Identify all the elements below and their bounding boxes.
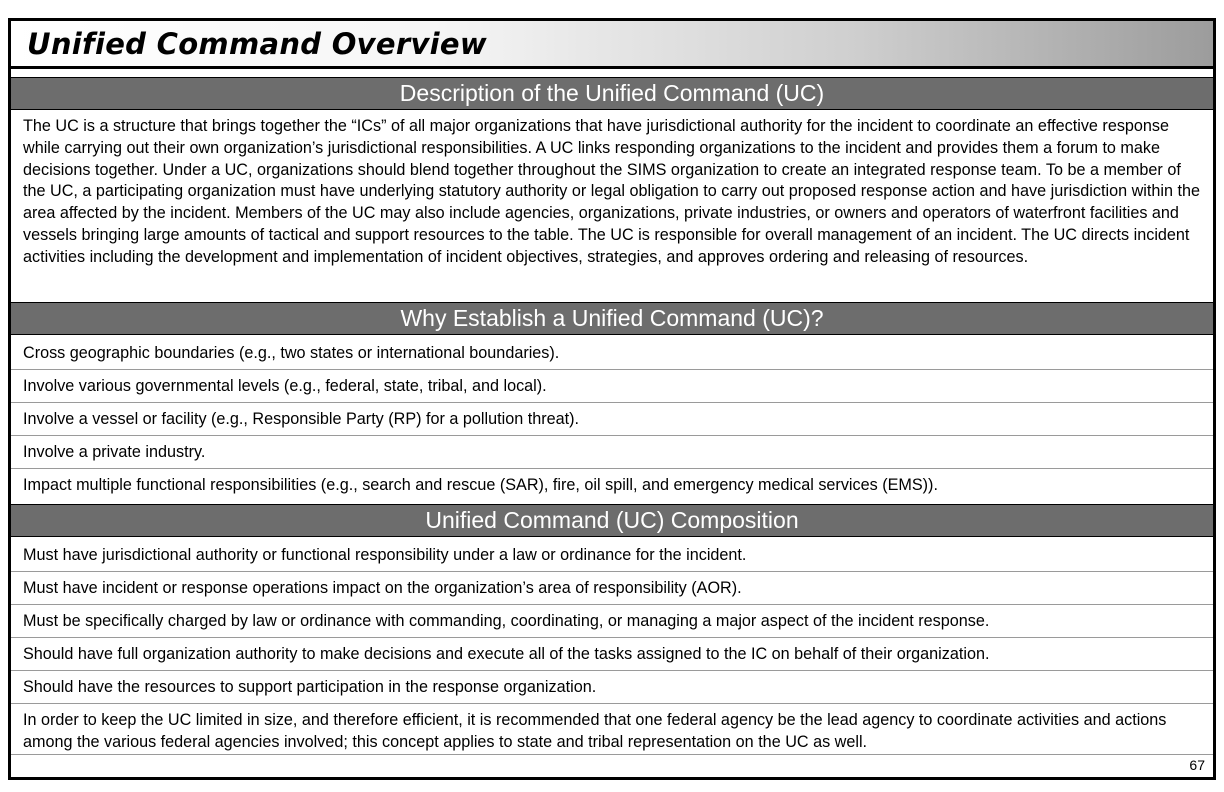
- why-list-item: Involve various governmental levels (e.g., federal, state, tribal, and local).: [11, 370, 1213, 403]
- page-title: Unified Command Overview: [27, 27, 487, 61]
- why-list-item: Cross geographic boundaries (e.g., two states or international boundaries).: [11, 337, 1213, 370]
- why-list-item: Involve a private industry.: [11, 436, 1213, 469]
- composition-list-item: Must have incident or response operations impact on the organization’s area of responsibility (AOR).: [11, 572, 1213, 605]
- section-header-why: Why Establish a Unified Command (UC)?: [11, 302, 1213, 335]
- composition-list-item: In order to keep the UC limited in size, and therefore efficient, it is recommended that one federal agency be the lead agency to coordinate activities and actions among the various federal agencies involved; this concept applies to state and tribal representation on the UC as well.: [11, 704, 1213, 755]
- why-list-item: Involve a vessel or facility (e.g., Responsible Party (RP) for a pollution threat).: [11, 403, 1213, 436]
- section-header-description: Description of the Unified Command (UC): [11, 77, 1213, 110]
- why-list-item: Impact multiple functional responsibilities (e.g., search and rescue (SAR), fire, oil spill, and emergency medical services (EMS)).: [23, 476, 938, 494]
- page-frame: [8, 18, 1216, 780]
- composition-list-item: Must have jurisdictional authority or functional responsibility under a law or ordinance for the incident.: [11, 539, 1213, 572]
- composition-list-item: Should have full organization authority to make decisions and execute all of the tasks assigned to the IC on behalf of their organization.: [11, 638, 1213, 671]
- composition-list-item: Should have the resources to support participation in the response organization.: [11, 671, 1213, 704]
- title-bar: [11, 21, 1213, 69]
- section-header-composition: Unified Command (UC) Composition: [11, 504, 1213, 537]
- composition-list-item: Must be specifically charged by law or ordinance with commanding, coordinating, or managing a major aspect of the incident response.: [11, 605, 1213, 638]
- page-number: 67: [1189, 757, 1205, 773]
- description-paragraph: The UC is a structure that brings together the “ICs” of all major organizations that have jurisdictional authority for the incident to coordinate an effective response while carrying out their own organization’s jurisdictional responsibilities. A UC links responding organizations to the incident and provides them a forum to make decisions together. Under a UC, organizations should blend together throughout the SIMS organization to create an integrated response team. To be a member of the UC, a participating organization must have underlying statutory authority or legal obligation to carry out proposed response action and have jurisdiction within the area affected by the incident. Members of the UC may also include agencies, organizations, private industries, or owners and operators of waterfront facilities and vessels bringing large amounts of tactical and support resources to the table. The UC is responsible for overall management of an incident. The UC directs incident activities including the development and implementation of incident objectives, strategies, and approves ordering and releasing of resources.: [23, 117, 1200, 266]
